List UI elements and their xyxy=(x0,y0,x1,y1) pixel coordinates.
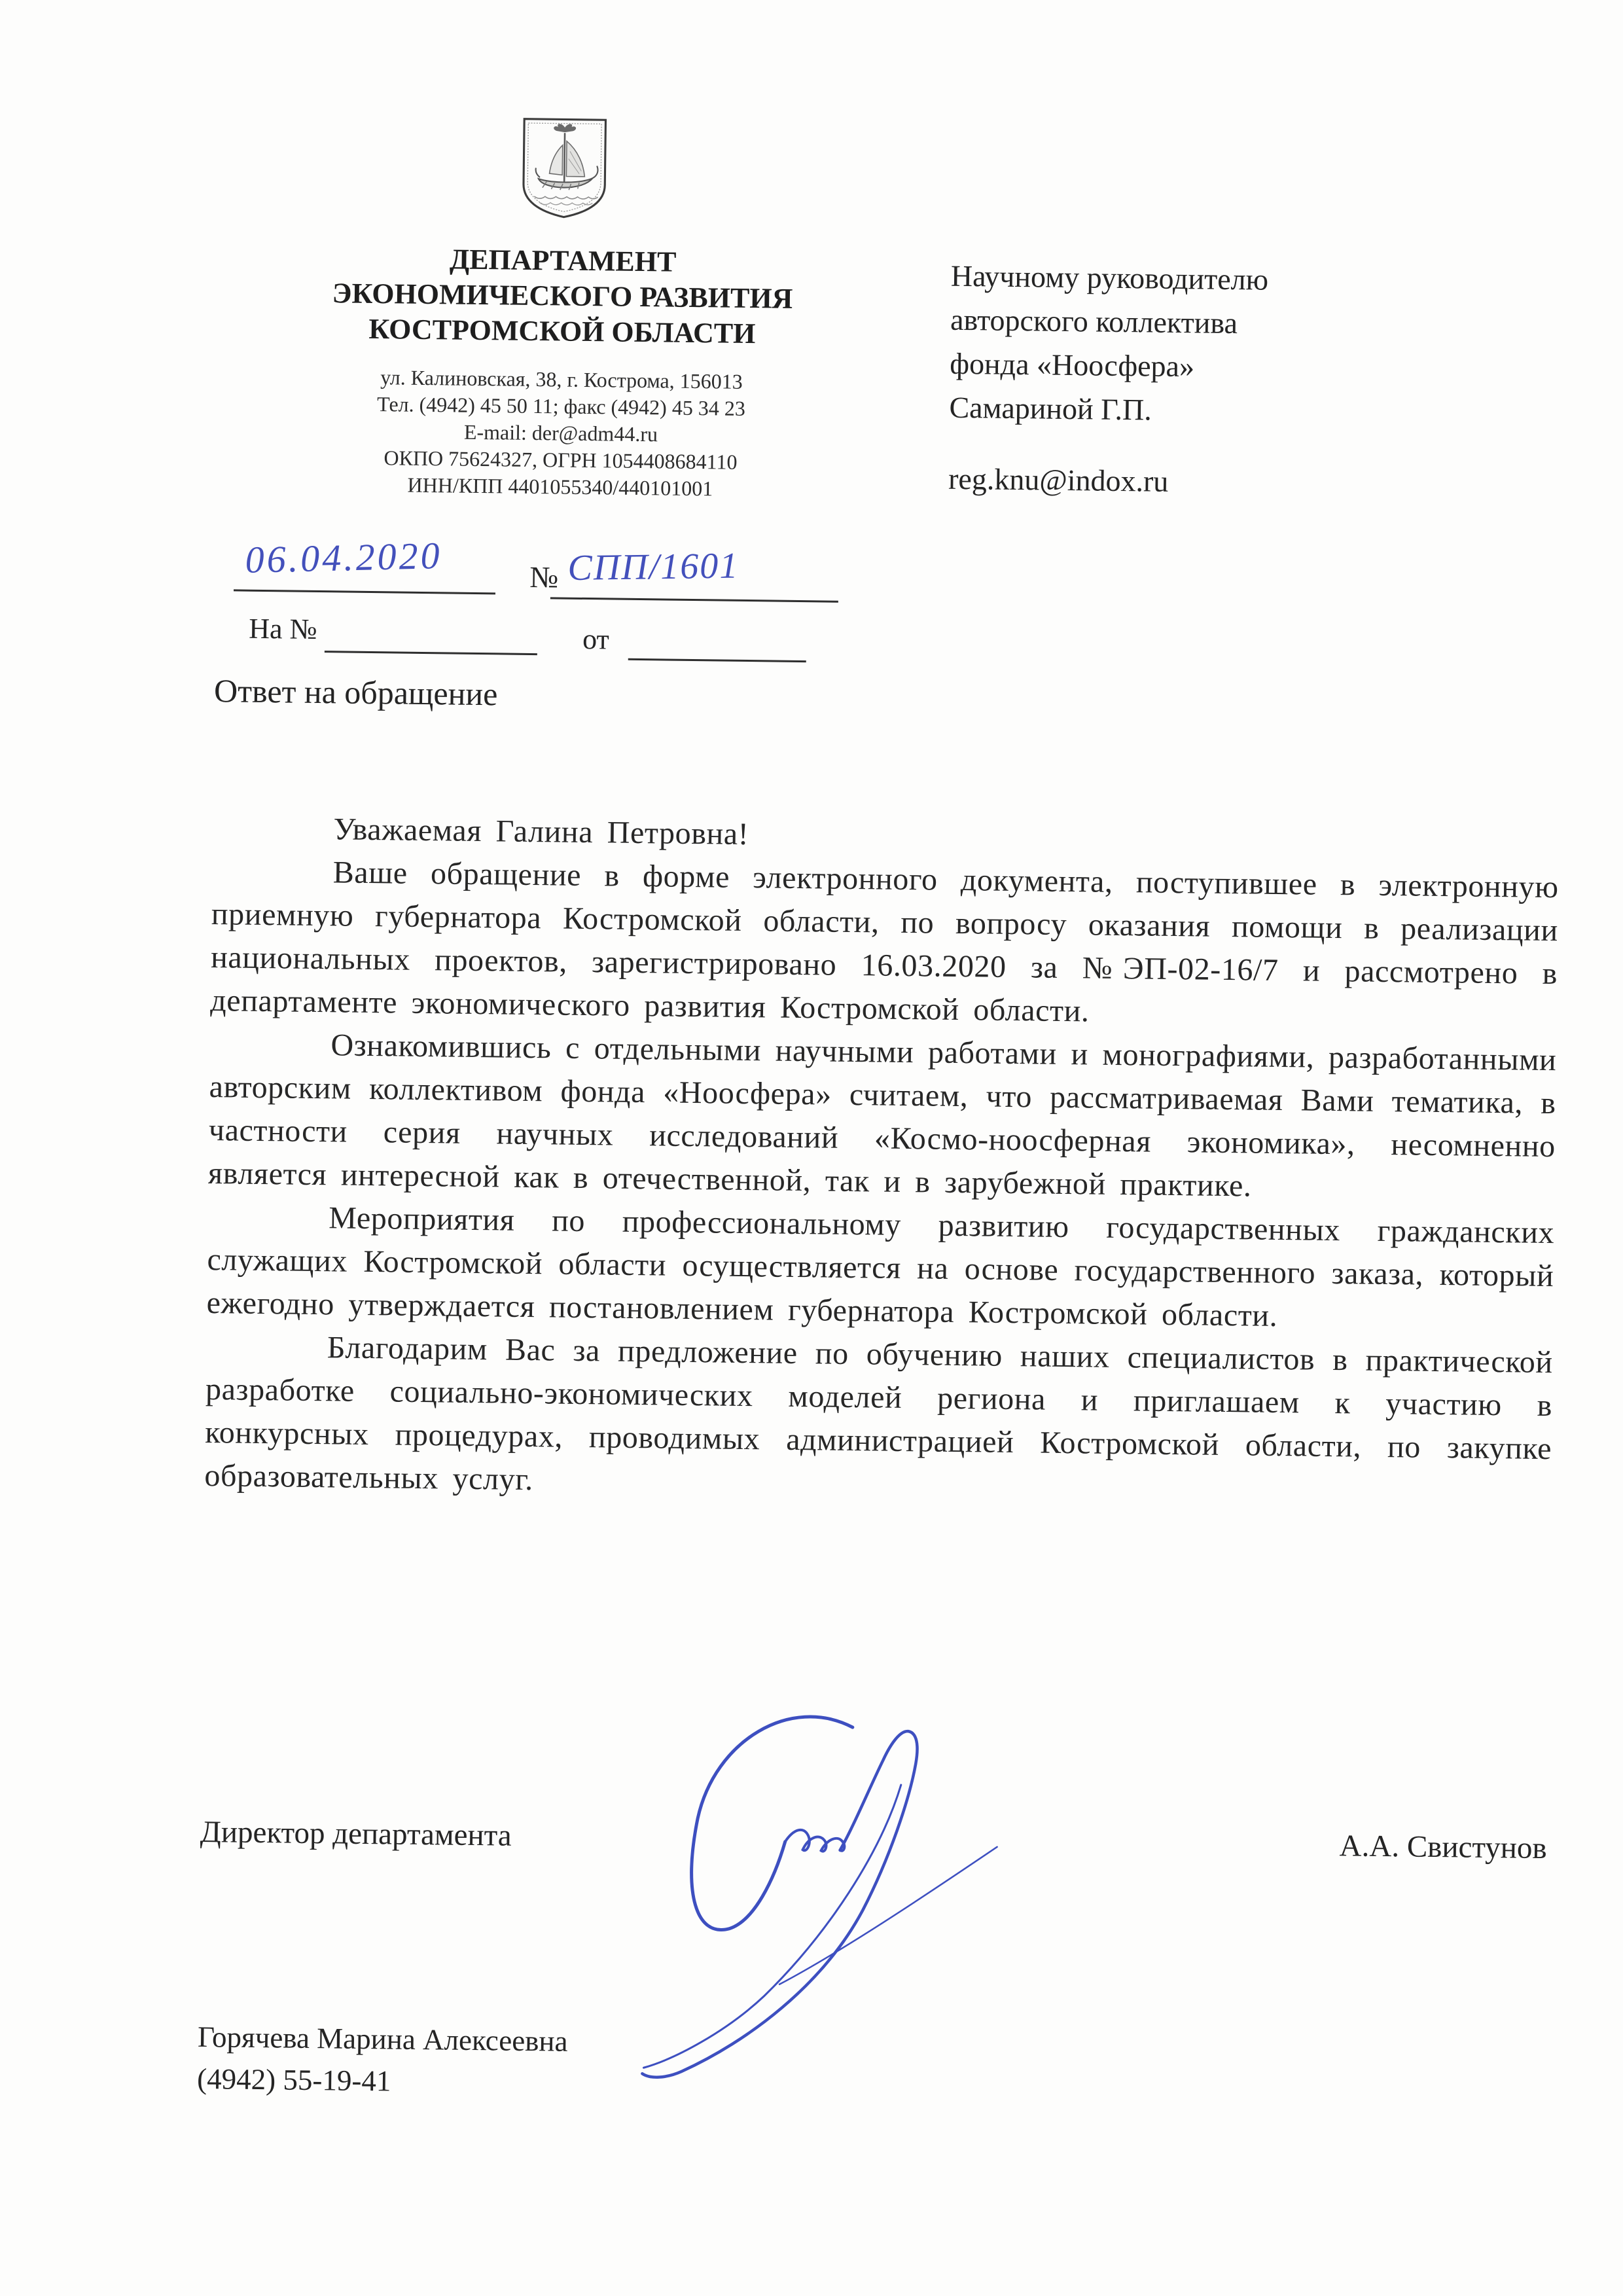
recipient-line: авторского коллектива xyxy=(950,302,1238,340)
okpo-ogrn-line: ОКПО 75624327, ОГРН 1054408684110 xyxy=(383,446,738,474)
body-paragraph: Ознакомившись с отдельными научными работами и монографиями, разработанными авторским коллективом фонда «Ноосфера» считаем, что рассматриваемая Вами тематика, в частности серия научных исследований «Космо-ноосферная экономика», несомненно является интересной как в отечественной, так и в зарубежной практике. xyxy=(207,1028,1557,1204)
org-line: ЭКОНОМИЧЕСКОГО РАЗВИТИЯ xyxy=(332,277,793,315)
letterhead xyxy=(276,110,849,504)
org-line: КОСТРОМСКОЙ ОБЛАСТИ xyxy=(368,312,756,350)
handwritten-signature-icon xyxy=(628,1693,1014,2162)
organization-contacts xyxy=(276,363,846,504)
signer-name: А.А. Свистунов xyxy=(1339,1829,1547,1866)
email-line: E-mail: der@adm44.ru xyxy=(463,420,658,446)
recipient-line: Самариной Г.П. xyxy=(949,390,1152,427)
incoming-date-underline xyxy=(628,658,806,662)
body-paragraph: Ваше обращение в форме электронного документа, поступившее в электронную приемную губернатора Костромской области, по вопросу оказания помощи в реализации национальных проектов, зарегистрировано 16.03.2020 за №ЭП-02-16/7 и рассмотрено в департаменте экономического развития Костромской области. xyxy=(210,855,1559,1029)
executor-block xyxy=(197,2016,568,2104)
address-line: ул. Калиновская, 38, г. Кострома, 156013 xyxy=(380,365,743,393)
recipient-line: фонда «Ноосфера» xyxy=(950,346,1195,384)
number-underline xyxy=(550,597,838,602)
kostroma-coat-of-arms-icon xyxy=(516,113,612,224)
letter-body xyxy=(204,806,1560,1514)
salutation: Уважаемая Галина Петровна! xyxy=(333,812,749,852)
body-paragraph: Благодарим Вас за предложение по обучению наших специалистов в практической разработке социально-экономических моделей региона и приглашаем к участию в конкурсных процедурах, проводимых администрацией Костромской области, по закупке образовательных услуг. xyxy=(204,1330,1554,1498)
signer-position: Директор департамента xyxy=(200,1814,512,1853)
date-underline xyxy=(234,589,495,594)
incoming-number-underline xyxy=(325,651,537,655)
inn-kpp-line: ИНН/КПП 4401055340/440101001 xyxy=(407,473,713,501)
org-line: ДЕПАРТАМЕНТ xyxy=(449,243,677,278)
number-sign-label: № xyxy=(529,560,559,594)
handwritten-outgoing-date: 06.04.2020 xyxy=(244,534,443,581)
executor-phone: (4942) 55-19-41 xyxy=(196,2062,391,2098)
incoming-date-label: от xyxy=(582,622,610,656)
recipient-line: Научному руководителю xyxy=(950,259,1269,296)
subject-line: Ответ на обращение xyxy=(213,672,498,713)
incoming-number-label: На № xyxy=(248,612,317,645)
recipient-block xyxy=(948,254,1269,505)
executor-name: Горячева Марина Алексеевна xyxy=(197,2020,568,2058)
body-paragraph: Мероприятия по профессиональному развитию государственных гражданских служащих Костромской области осуществляется на основе государственного заказа, который ежегодно утверждается постановлением губернатора Костромской области. xyxy=(206,1200,1555,1333)
handwritten-outgoing-number: СПП/1601 xyxy=(567,545,740,589)
recipient-email: reg.knu@indox.ru xyxy=(948,461,1169,498)
phone-fax-line: Тел. (4942) 45 50 11; факс (4942) 45 34 23 xyxy=(376,392,746,420)
organization-name xyxy=(277,240,848,353)
